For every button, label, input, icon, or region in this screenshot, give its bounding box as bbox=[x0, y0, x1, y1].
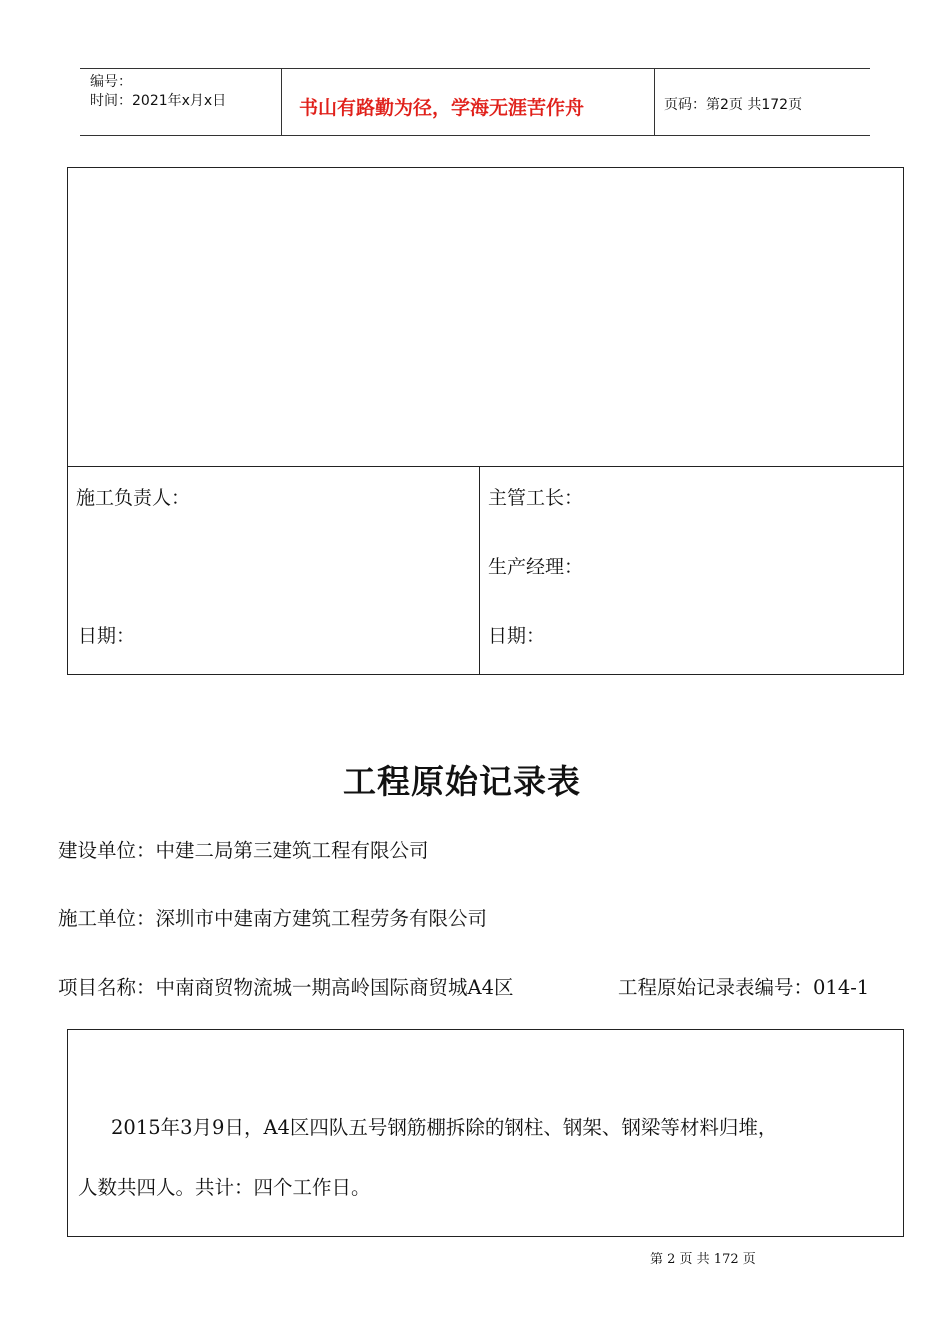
header-number-label: 编号： bbox=[90, 74, 132, 90]
header-page-info: 页码：第2页 共172页 bbox=[664, 97, 803, 113]
builder-line: 建设单位：中建二局第三建筑工程有限公司 bbox=[58, 839, 429, 862]
record-number: 工程原始记录表编号：014-1 bbox=[618, 976, 870, 999]
header-top-rule bbox=[80, 68, 870, 69]
record-title: 工程原始记录表 bbox=[343, 762, 581, 801]
date-left-label: 日期： bbox=[78, 625, 136, 647]
record-content-line-1: 2015年3月9日，A4区四队五号钢筋棚拆除的钢柱、钢架、钢梁等材料归堆， bbox=[111, 1116, 778, 1139]
header-motto: 书山有路勤为径，学海无涯苦作舟 bbox=[299, 97, 585, 119]
header-date-label: 时间：2021年x月x日 bbox=[90, 93, 227, 109]
header-bottom-rule bbox=[80, 135, 870, 136]
record-content-line-2: 人数共四人。共计：四个工作日。 bbox=[78, 1176, 371, 1199]
date-right-label: 日期： bbox=[488, 625, 546, 647]
foreman-label: 主管工长： bbox=[488, 487, 584, 509]
header-divider-right bbox=[654, 68, 655, 135]
signoff-divider-vertical bbox=[479, 466, 480, 675]
construction-lead-label: 施工负责人： bbox=[76, 487, 191, 509]
previous-record-box bbox=[67, 167, 904, 675]
signoff-divider-horizontal bbox=[67, 466, 904, 467]
footer-page-number: 第 2 页 共 172 页 bbox=[650, 1252, 756, 1267]
production-manager-label: 生产经理： bbox=[488, 556, 584, 578]
contractor-line: 施工单位：深圳市中建南方建筑工程劳务有限公司 bbox=[58, 907, 488, 930]
project-line: 项目名称：中南商贸物流城一期高岭国际商贸城A4区 bbox=[58, 976, 514, 999]
header-divider-left bbox=[281, 68, 282, 135]
